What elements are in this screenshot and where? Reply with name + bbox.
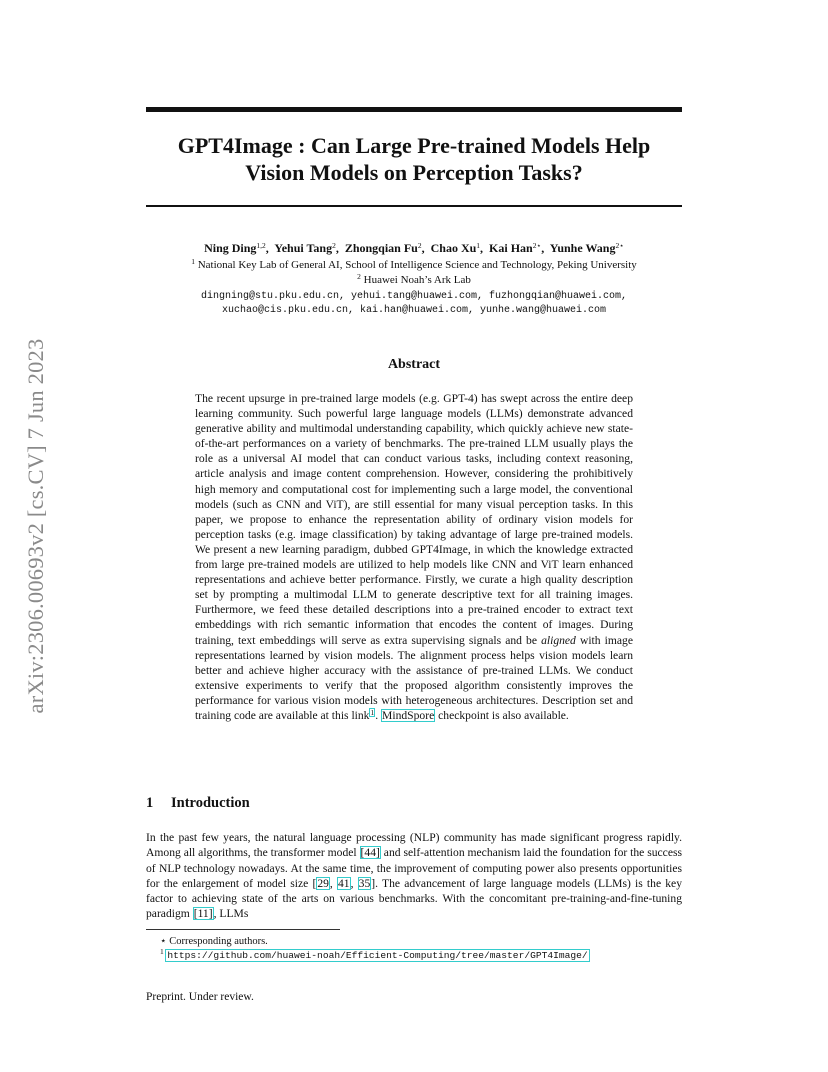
author: Chao Xu$^1$ [430, 241, 481, 255]
citation-44[interactable]: [44] [360, 846, 380, 860]
arxiv-sidebar-id: arXiv:2306.00693v2 [cs.CV] 7 Jun 2023 [23, 338, 48, 714]
abstract-body: The recent upsurge in pre-trained large models (e.g. GPT-4) has swept across the entire deep learning community. Such powerful large language models (LLMs) demonstrate advanced generative ability and multimodal understanding capability, which quickly achieve new state-of-the-art performances on a variety of benchmarks. The pre-trained LLM usually plays the role as a universal AI model that can conduct various tasks, including context reasoning, article analysis and image content comprehension. However, considering the prohibitively high memory and computational cost for implementing such a large model, the conventional models (such as CNN and ViT), are still essential for many visual perception tasks. In this paper, we propose to enhance the representation ability of ordinary vision models for perception tasks (e.g. image classification) by taking advantage of large pre-trained models. We present a new learning paradigm, dubbed GPT4Image, in which the knowledge extracted from large pre-trained models are utilized to help models like CNN and ViT learn enhanced representations and achieve better performance. Firstly, we curate a high quality description set by prompting a multimodal LLM to generate descriptive text for all training images. Furthermore, we feed these detailed descriptions into a pre-trained encoder to extract text embeddings with rich semantic information that encodes the content of images. During training, text embeddings will serve as extra supervising signals and be aligned with image representations learned by vision models. The alignment process helps vision models learn better and achieve higher accuracy with the assistance of pre-trained LLMs. We conduct extensive experiments to verify that the proposed algorithm consistently improves the performance for various vision models with heterogeneous architectures. Description set and training code are available at this link$^1$. MindSpore checkpoint is also available. [195, 392, 633, 722]
affiliation-2: $^2$ Huawei Noah’s Ark Lab [357, 272, 471, 286]
paper-title [146, 132, 682, 186]
footnote-link-1[interactable]: 1 [370, 707, 375, 717]
emails-line-1: dingning@stu.pku.edu.cn, yehui.tang@huawei.com, fuzhongqian@huawei.com, [200, 291, 628, 302]
affiliation-1: $^1$ National Key Lab of General AI, School of Intelligence Science and Technology, Peking University [191, 257, 637, 271]
section-heading-introduction: 1 Introduction [146, 795, 250, 811]
citation-29[interactable]: 29 [317, 876, 329, 890]
title-line-1: GPT4Image : Can Large Pre-trained Models Help [177, 133, 651, 158]
author: Yehui Tang$^2$ [274, 241, 336, 255]
abstract-heading: Abstract [387, 357, 441, 372]
title-bottom-rule [146, 205, 682, 207]
title-line-2: Vision Models on Perception Tasks? [245, 160, 583, 185]
citation-35[interactable]: 35 [358, 876, 371, 890]
author-list: Ning Ding$^{1,2}$, Yehui Tang$^2$, Zhongqian Fu$^2$, Chao Xu$^1$, Kai Han$^{2⋆}$, Yunhe Wang$^{2⋆}$ [204, 241, 624, 255]
github-url-link[interactable]: https://github.com/huawei-noah/Efficient-Computing/tree/master/GPT4Image/ [167, 950, 588, 961]
author: Yunhe Wang$^{2⋆}$ [549, 241, 624, 255]
citation-41[interactable]: 41 [338, 876, 350, 890]
footnote-rule [146, 929, 340, 930]
author: Ning Ding$^{1,2}$ [204, 241, 266, 255]
author: Kai Han$^{2⋆}$ [489, 241, 542, 255]
introduction-body: In the past few years, the natural language processing (NLP) community has made significant progress rapidly. Among all algorithms, the transformer model [44] and self-attention mechanism laid the foundation for the success of NLP technology nowadays. At the same time, the improvement of computing power also presents opportunities for the enlargement of model size [29, 41, 35]. The advancement of large language models (LLMs) is the key factor to achieving state of the arts on various benchmarks. With the concomitant pre-training-and-fine-tuning paradigm [11], LLMs [146, 831, 683, 921]
preprint-footer: Preprint. Under review. [146, 991, 254, 1003]
footnote-corresponding: ⋆ Corresponding authors. [160, 936, 268, 947]
emails-line-2: xuchao@cis.pku.edu.cn, kai.han@huawei.com, yunhe.wang@huawei.com [221, 305, 607, 316]
citation-11[interactable]: [11] [193, 907, 213, 921]
title-top-rule [146, 107, 682, 112]
author: Zhongqian Fu$^2$ [344, 241, 422, 255]
mindspore-link[interactable]: MindSpore [382, 708, 435, 722]
footnote-link: $^1$ https://github.com/huawei-noah/Efficient-Computing/tree/master/GPT4Image/ [160, 947, 588, 961]
emphasis-aligned: aligned [541, 633, 576, 647]
